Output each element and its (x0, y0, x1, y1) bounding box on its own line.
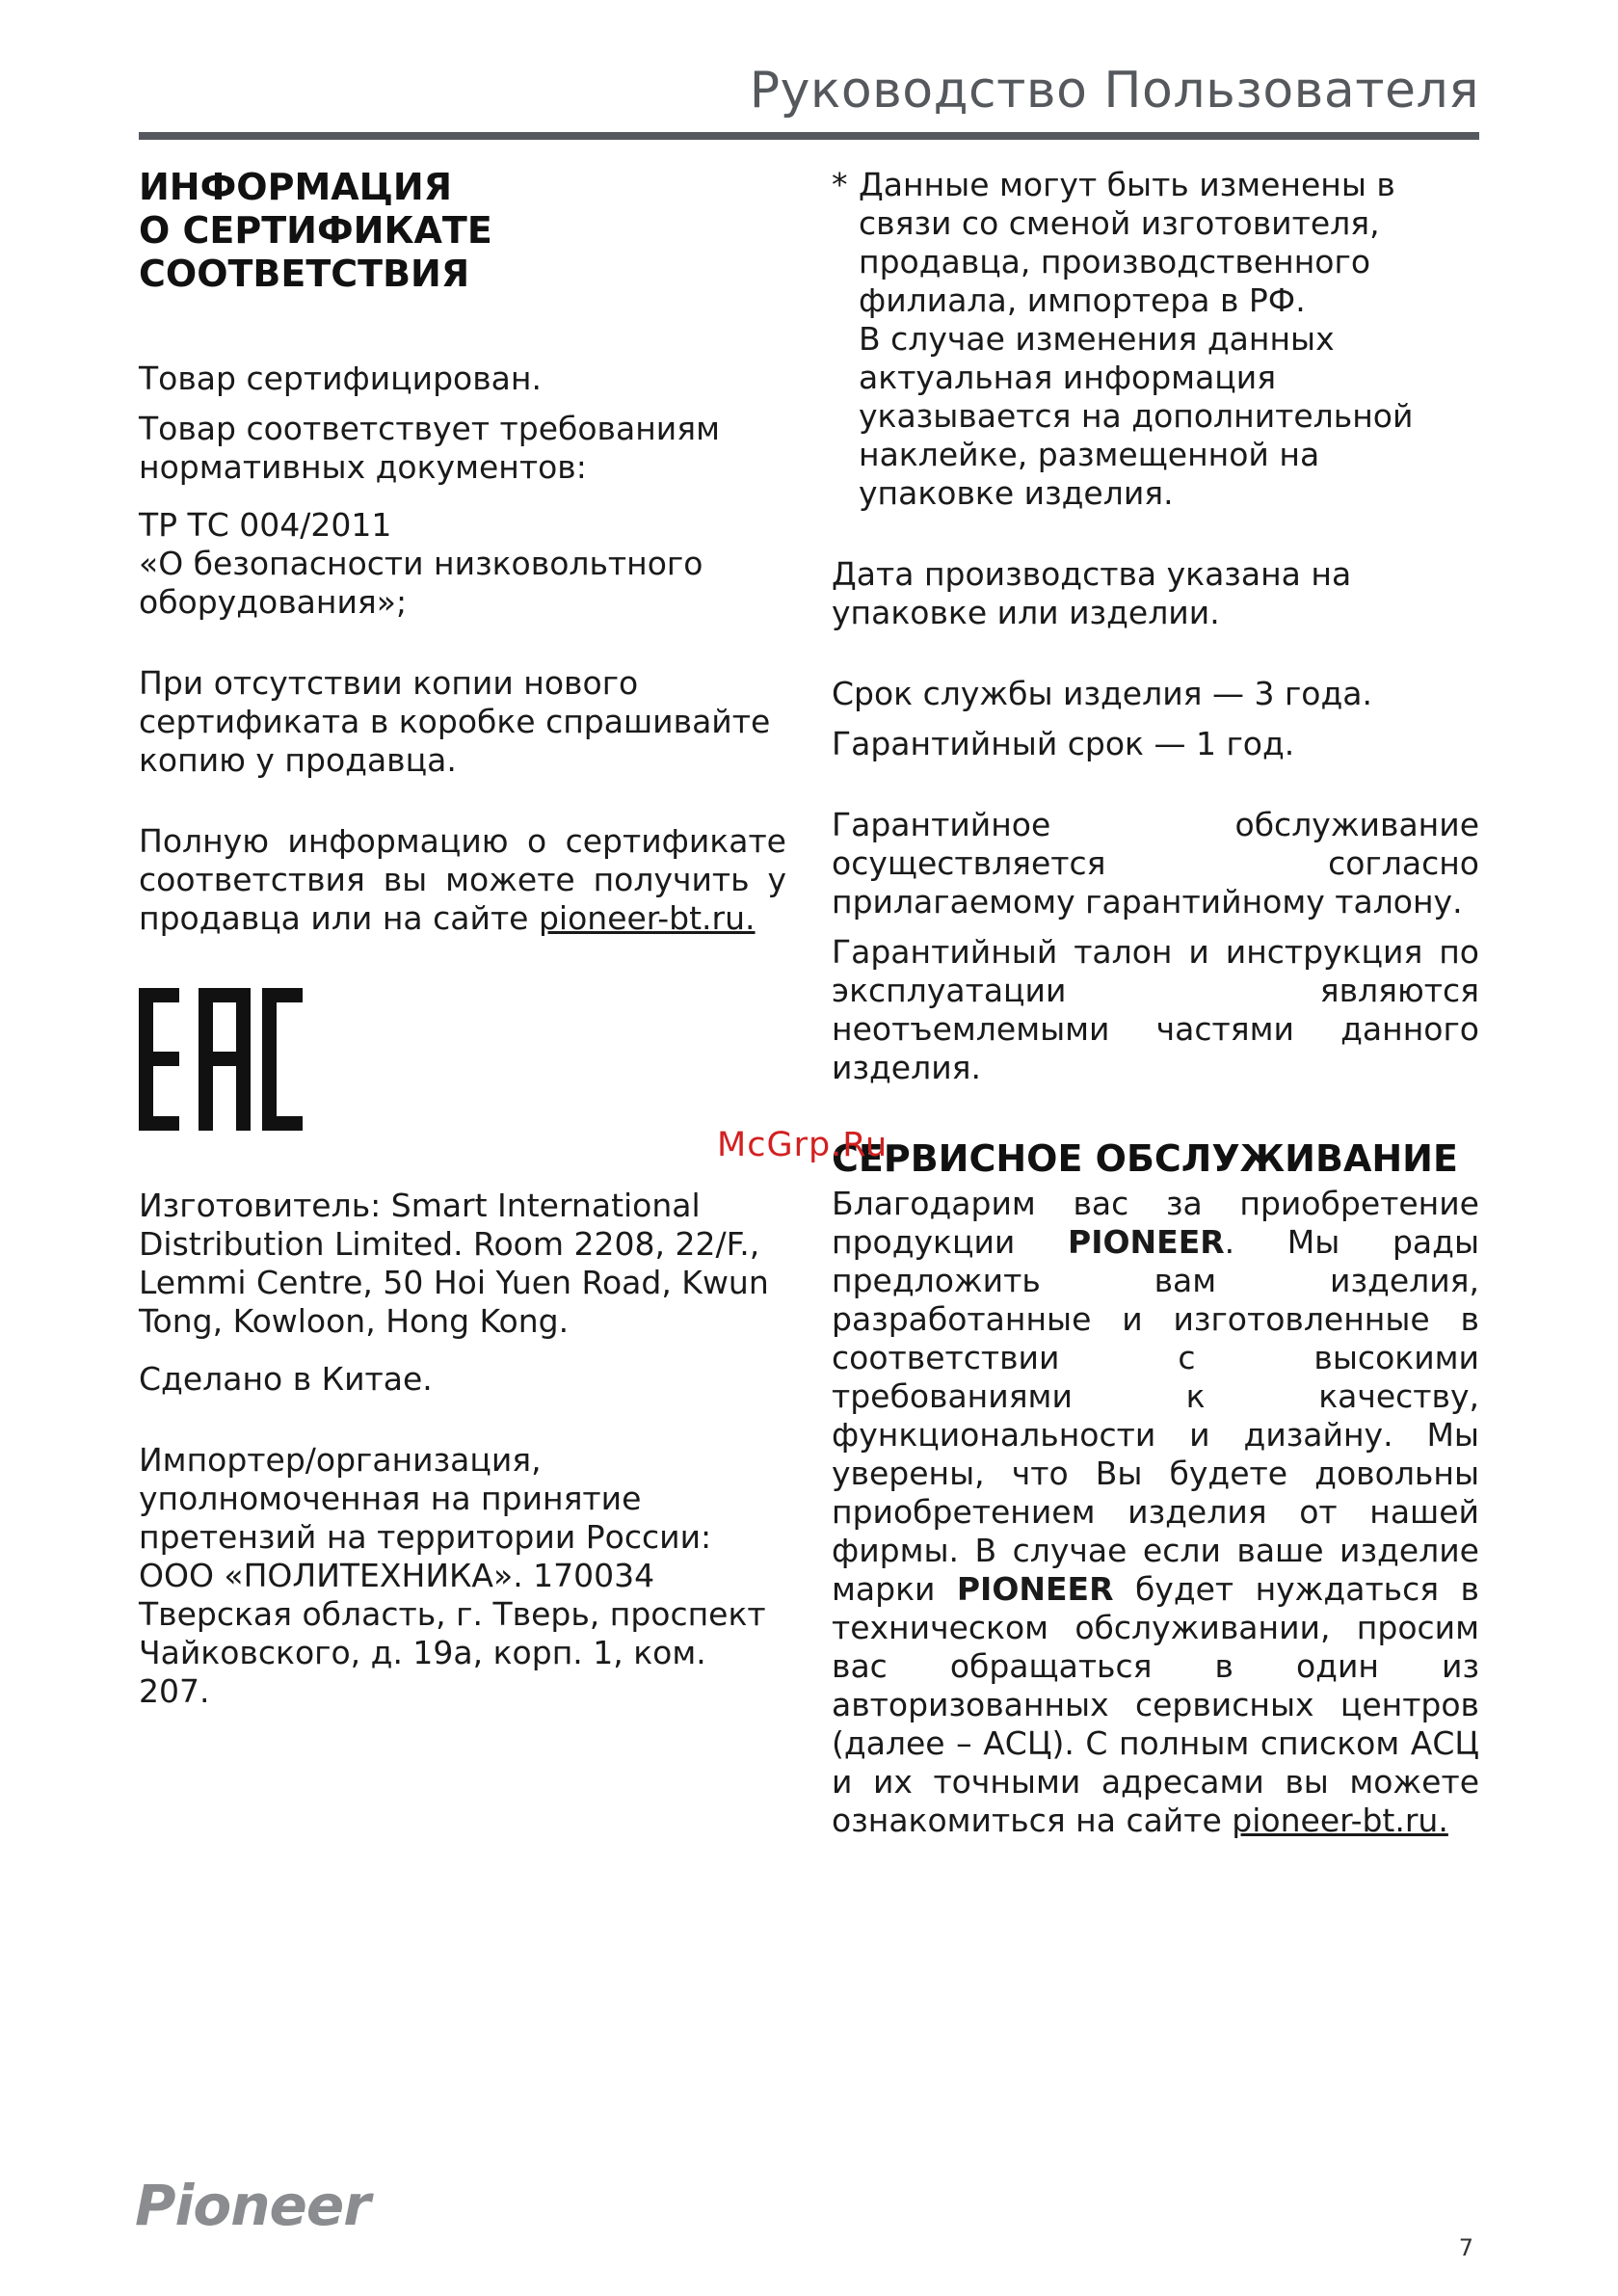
heading-line: СООТВЕТСТВИЯ (139, 253, 470, 295)
importer-text: Импортер/организация, уполномоченная на принятие претензий на территории России: ООО «ПОЛИТЕХНИКА». 170034 Тверская область, г. Тверь, проспект Чайковского, д. 19а, корп. 1, ком. 207. (139, 1441, 766, 1710)
compliance-text: Товар соответствует требованиям нормативных документов: (139, 410, 720, 486)
standard-block (139, 506, 786, 622)
brand-name: PIONEER (956, 1570, 1114, 1608)
right-column (832, 166, 1479, 1840)
service-text-part: . Мы рады предложить вам изделия, разработанные и изготовленные в соответствии с высокими требованиями к качеству, функциональности и дизайну. Мы уверены, что Вы будете довольны приобретением изделия от нашей фирмы. В случае если ваше изделие марки (832, 1223, 1479, 1608)
header-rule (139, 132, 1479, 140)
service-website-link[interactable]: pioneer-bt.ru. (1232, 1802, 1448, 1839)
note-asterisk: * (832, 166, 848, 203)
heading-line: О СЕРТИФИКАТЕ (139, 209, 492, 252)
full-info-text (139, 822, 786, 938)
warranty-period-text: Гарантийный срок — 1 год. (832, 725, 1295, 762)
eac-mark-icon (139, 988, 303, 1131)
warranty-service-text: Гарантийное обслуживание осуществляется согласно прилагаемому гарантийному талону. (832, 806, 1479, 921)
service-text-part: Благодарим вас за приобретение продукции (832, 1185, 1479, 1261)
manufacturer-text: Изготовитель: Smart International Distribution Limited. Room 2208, 22/F., Lemmi Centre, 50 Hoi Yuen Road, Kwun Tong, Kowloon, Hong Kong. (139, 1187, 769, 1340)
service-life-text: Срок службы изделия — 3 года. (832, 675, 1373, 712)
left-column (139, 166, 786, 1711)
certificate-heading (139, 166, 786, 296)
website-link[interactable]: pioneer-bt.ru. (538, 899, 756, 937)
header-title: Руководство Пользователя (749, 62, 1479, 120)
note-text-2: В случае изменения данных актуальная информация указывается на дополнительной наклейке, размещенной на упаковке изделия. (859, 320, 1414, 512)
pioneer-logo: Pioneer (135, 2173, 370, 2238)
standard-name: «О безопасности низковольтного оборудования»; (139, 545, 703, 621)
watermark-text: McGrp.Ru (717, 1126, 889, 1164)
heading-line: ИНФОРМАЦИЯ (139, 166, 452, 208)
production-date-text: Дата производства указана на упаковке или изделии. (832, 555, 1352, 631)
warranty-docs-text: Гарантийный талон и инструкция по эксплуатации являются неотъемлемыми частями данного изделия. (832, 933, 1479, 1086)
data-change-note (832, 166, 1479, 513)
made-in-text: Сделано в Китае. (139, 1360, 433, 1398)
service-heading: СЕРВИСНОЕ ОБСЛУЖИВАНИЕ (832, 1137, 1458, 1180)
note-text-1: Данные могут быть изменены в связи со сменой изготовителя, продавца, производственного филиала, импортера в РФ. (859, 166, 1395, 319)
service-text (832, 1185, 1479, 1840)
page-number: 7 (1458, 2234, 1473, 2261)
certified-text: Товар сертифицирован. (139, 360, 542, 397)
brand-name: PIONEER (1068, 1223, 1225, 1261)
standard-code: ТР ТС 004/2011 (139, 506, 392, 544)
full-info-prefix: Полную информацию о сертификате соответствия вы можете получить у продавца или на сайте (139, 822, 786, 937)
copy-note: При отсутствии копии нового сертификата в коробке спрашивайте копию у продавца. (139, 664, 771, 779)
service-text-part: будет нуждаться в техническом обслуживании, просим вас обращаться в один из авторизованных сервисных центров (далее – АСЦ). С полным списком АСЦ и их точными адресами вы можете ознакомиться на сайте (832, 1570, 1479, 1839)
